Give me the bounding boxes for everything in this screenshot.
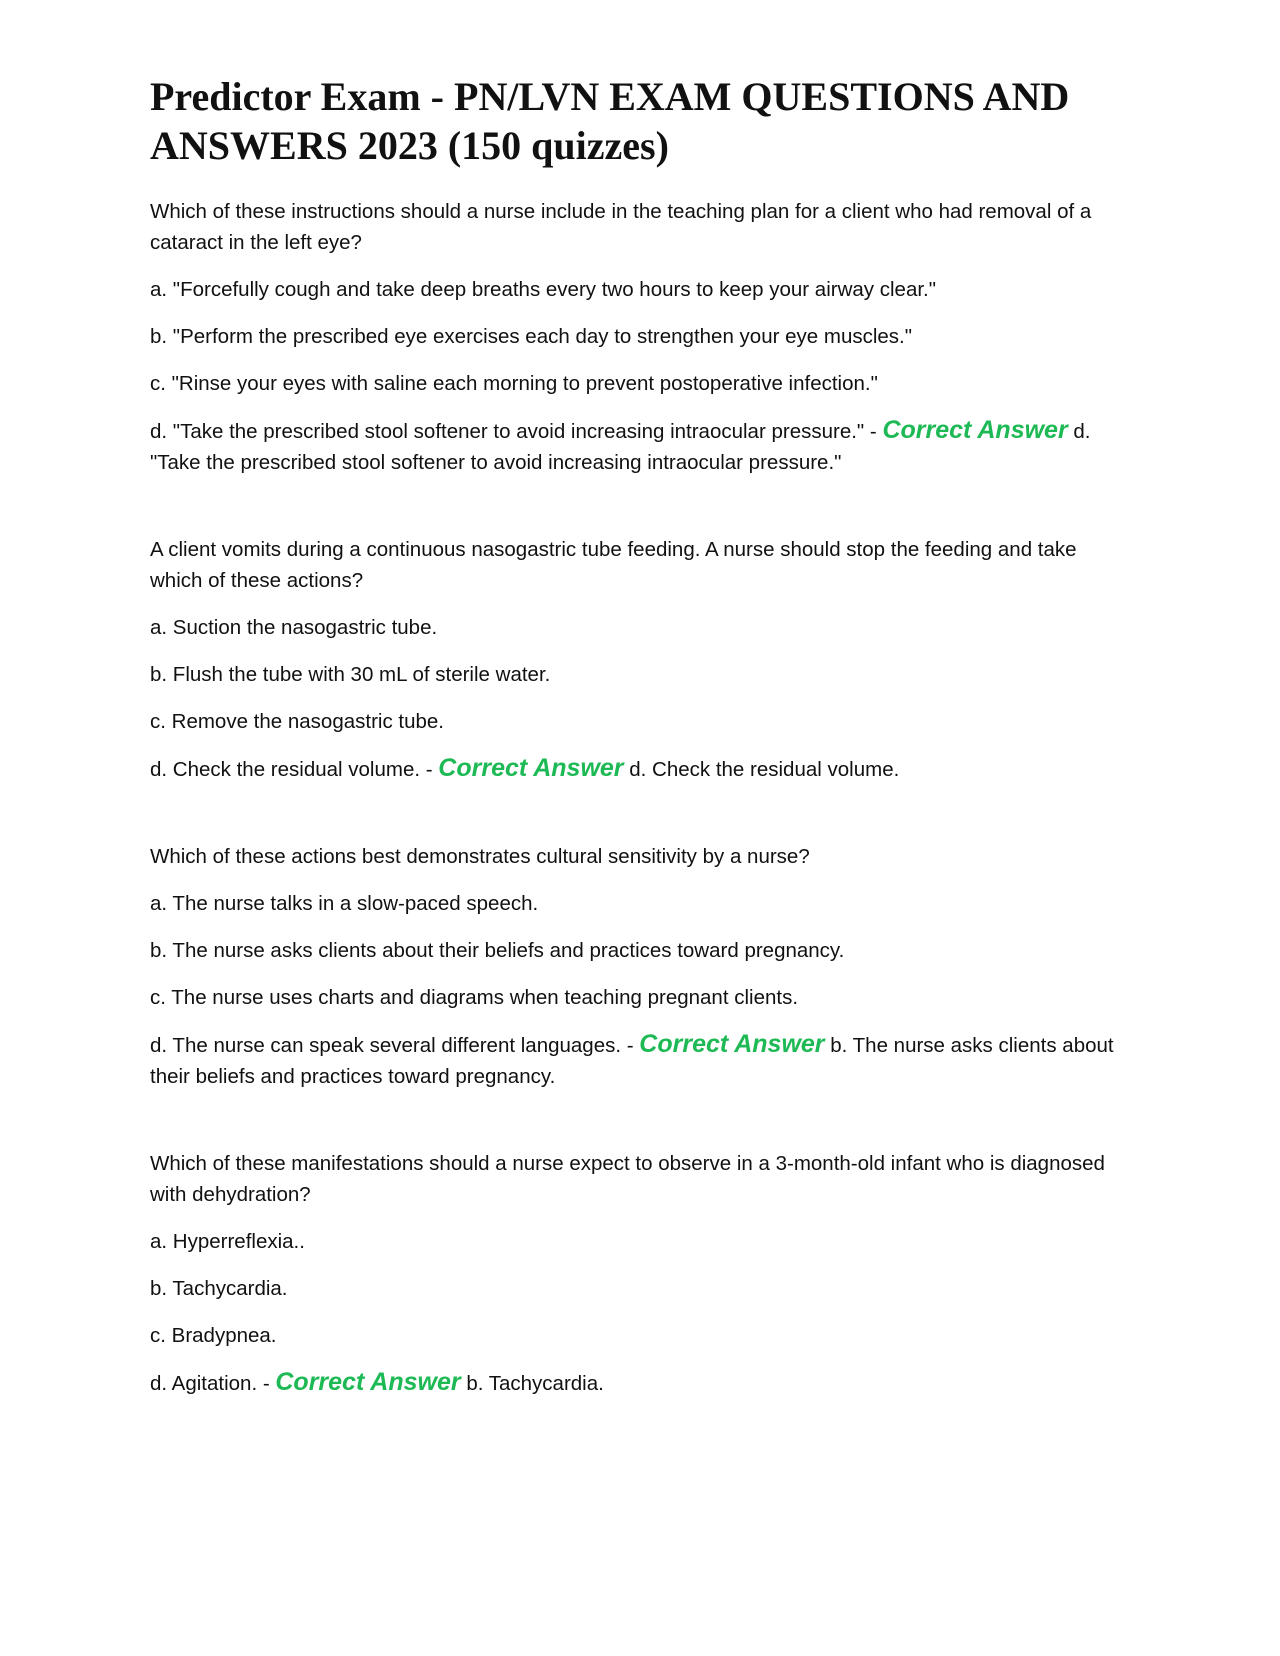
question-block <box>150 534 1130 785</box>
option-c: c. "Rinse your eyes with saline each morning to prevent postoperative infection." <box>150 372 878 395</box>
option-c: c. Remove the nasogastric tube. <box>150 710 444 733</box>
answer-line <box>150 1029 1130 1092</box>
option-d: d. The nurse can speak several different languages. - <box>150 1034 634 1057</box>
answer-text: d. Check the residual volume. <box>629 758 900 781</box>
option-b: b. Tachycardia. <box>150 1277 288 1300</box>
option-a: a. "Forcefully cough and take deep breaths every two hours to keep your airway clear." <box>150 278 937 301</box>
question-block <box>150 1148 1130 1399</box>
option-c: c. Bradypnea. <box>150 1324 277 1347</box>
option-d: d. Check the residual volume. - <box>150 758 433 781</box>
option-a: a. Hyperreflexia.. <box>150 1230 305 1253</box>
question-text: Which of these actions best demonstrates cultural sensitivity by a nurse? <box>150 845 810 868</box>
option-c: c. The nurse uses charts and diagrams when teaching pregnant clients. <box>150 986 799 1009</box>
question-text: A client vomits during a continuous nasogastric tube feeding. A nurse should stop the feeding and take which of these actions? <box>150 538 1077 592</box>
answer-text: b. Tachycardia. <box>466 1372 604 1395</box>
answer-line <box>150 1367 1130 1399</box>
correct-answer-label: Correct Answer <box>275 1368 461 1396</box>
option-b: b. The nurse asks clients about their beliefs and practices toward pregnancy. <box>150 939 845 962</box>
document-title: Predictor Exam - PN/LVN EXAM QUESTIONS AND ANSWERS 2023 (150 quizzes) <box>150 74 1070 168</box>
answer-line <box>150 753 1130 785</box>
option-d: d. "Take the prescribed stool softener to avoid increasing intraocular pressure." - <box>150 420 877 443</box>
question-text: Which of these instructions should a nurse include in the teaching plan for a client who had removal of a cataract in the left eye? <box>150 200 1092 254</box>
option-b: b. Flush the tube with 30 mL of sterile water. <box>150 663 551 686</box>
option-a: a. The nurse talks in a slow-paced speech. <box>150 892 539 915</box>
answer-line <box>150 415 1130 478</box>
question-block <box>150 841 1130 1092</box>
correct-answer-label: Correct Answer <box>438 754 624 782</box>
option-d: d. Agitation. - <box>150 1372 270 1395</box>
answer-text: b. The nurse asks clients about their beliefs and practices toward pregnancy. <box>150 1034 1114 1088</box>
document-page <box>150 72 1130 1455</box>
correct-answer-label: Correct Answer <box>882 416 1068 444</box>
correct-answer-label: Correct Answer <box>639 1030 825 1058</box>
question-block <box>150 196 1130 478</box>
question-text: Which of these manifestations should a nurse expect to observe in a 3-month-old infant who is diagnosed with dehydration? <box>150 1152 1105 1206</box>
answer-text: d. "Take the prescribed stool softener to avoid increasing intraocular pressure." <box>150 420 1091 474</box>
option-a: a. Suction the nasogastric tube. <box>150 616 438 639</box>
option-b: b. "Perform the prescribed eye exercises each day to strengthen your eye muscles." <box>150 325 913 348</box>
